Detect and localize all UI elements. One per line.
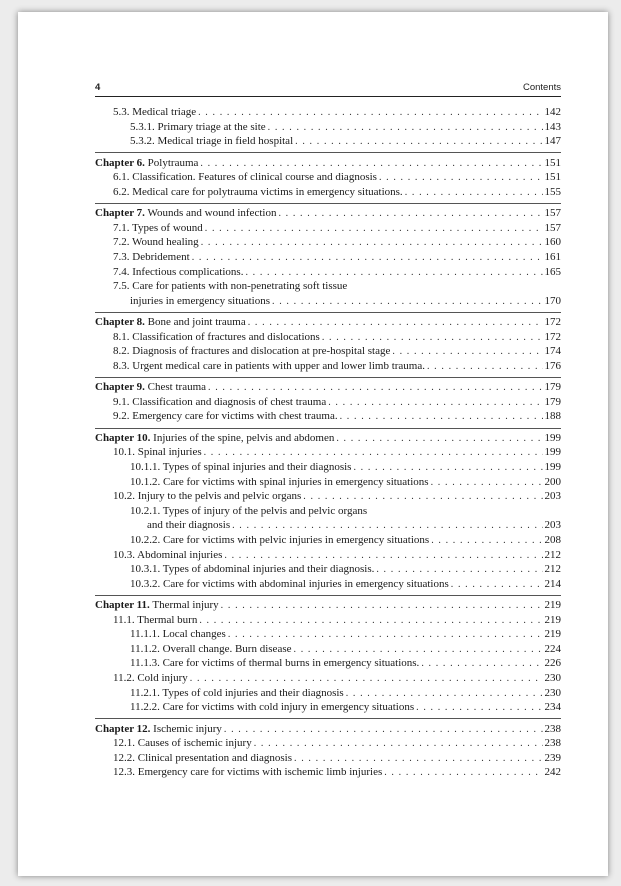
dot-leader <box>278 207 542 222</box>
toc-entry-label <box>130 134 293 149</box>
toc-entry <box>95 642 561 657</box>
entry-page-number: 157 <box>544 221 561 234</box>
entry-title: 9.2. Emergency care for victims with chest trauma. <box>113 410 338 423</box>
entry-title: 8.2. Diagnosis of fractures and dislocation at pre-hospital stage <box>113 345 391 358</box>
toc-entry-label <box>95 206 276 221</box>
entry-page-number: 199 <box>544 431 561 444</box>
toc-entry-label <box>130 294 270 309</box>
chapter-number: Chapter 12. <box>95 722 151 735</box>
toc-entry <box>95 250 561 265</box>
table-of-contents <box>95 105 561 780</box>
entry-page-number: 199 <box>544 446 561 459</box>
running-header <box>95 80 561 97</box>
entry-page-number: 179 <box>544 395 561 408</box>
dot-leader <box>245 266 542 281</box>
dot-leader <box>416 701 542 716</box>
dot-leader <box>346 687 543 702</box>
entry-page-number: 155 <box>544 185 561 198</box>
toc-entry <box>95 489 561 504</box>
toc-entry <box>95 504 561 519</box>
toc-entry <box>95 518 561 533</box>
entry-title: 7.5. Care for patients with non-penetrating soft tissue <box>113 280 348 293</box>
toc-entry <box>95 562 561 577</box>
toc-chapter-entry <box>95 722 561 737</box>
entry-page-number: 219 <box>544 599 561 612</box>
toc-entry-label <box>113 170 377 185</box>
entry-page-number: 234 <box>544 701 561 714</box>
dot-leader <box>294 643 543 658</box>
toc-entry-label <box>113 185 403 200</box>
toc-entry-label <box>95 315 246 330</box>
entry-page-number: 242 <box>544 766 561 779</box>
entry-title: Wounds and wound infection <box>147 207 277 220</box>
dot-leader <box>451 578 543 593</box>
entry-page-number: 224 <box>544 642 561 655</box>
dot-leader <box>232 519 542 534</box>
entry-title: 12.2. Clinical presentation and diagnosis <box>113 751 293 764</box>
toc-entry-label <box>130 577 449 592</box>
dot-leader <box>201 236 543 251</box>
toc-chapter-entry <box>95 156 561 171</box>
toc-entry-label <box>113 359 425 374</box>
entry-title: 8.3. Urgent medical care in patients with upper and lower limb trauma. <box>113 359 425 372</box>
chapter-number: Chapter 9. <box>95 381 145 394</box>
dot-leader <box>427 360 543 375</box>
dot-leader <box>421 657 542 672</box>
toc-entry-label <box>113 548 222 563</box>
toc-entry <box>95 359 561 374</box>
toc-entry-label <box>113 279 347 294</box>
toc-entry-label <box>113 671 188 686</box>
entry-title: and their diagnosis <box>147 519 231 532</box>
toc-entry <box>95 656 561 671</box>
entry-title: 10.3. Abdominal injuries <box>113 548 223 561</box>
toc-entry-label <box>130 627 226 642</box>
entry-title: 12.1. Causes of ischemic injury <box>113 737 252 750</box>
toc-entry <box>95 577 561 592</box>
toc-entry-label <box>130 562 374 577</box>
entry-title: 5.3.1. Primary triage at the site <box>130 120 266 133</box>
entry-page-number: 230 <box>544 672 561 685</box>
entry-page-number: 214 <box>544 577 561 590</box>
entry-page-number: 142 <box>544 106 561 118</box>
entry-title: 11.1.1. Local changes <box>130 628 226 641</box>
dot-leader <box>204 446 543 461</box>
entry-title: 10.2.1. Types of injury of the pelvis and pelvic organs <box>130 504 368 517</box>
entry-title: 11.2.1. Types of cold injuries and their diagnosis <box>130 686 344 699</box>
dot-leader <box>353 461 542 476</box>
entry-page-number: 160 <box>544 236 561 249</box>
toc-entry <box>95 120 561 135</box>
entry-title: Thermal injury <box>152 599 219 612</box>
entry-title: 7.3. Debridement <box>113 250 190 263</box>
toc-entry-label <box>130 475 429 490</box>
toc-entry <box>95 409 561 424</box>
toc-entry-label <box>113 265 243 280</box>
dot-leader <box>431 476 543 491</box>
toc-entry-label <box>130 533 429 548</box>
dot-leader <box>294 752 542 767</box>
toc-entry <box>95 445 561 460</box>
toc-entry <box>95 736 561 751</box>
entry-page-number: 170 <box>544 294 561 307</box>
section-divider <box>95 152 561 153</box>
entry-title: 11.1. Thermal burn <box>113 613 198 626</box>
toc-entry <box>95 613 561 628</box>
entry-page-number: 157 <box>544 207 561 220</box>
toc-entry-label <box>113 105 196 120</box>
entry-page-number: 208 <box>544 533 561 546</box>
section-divider <box>95 718 561 719</box>
toc-entry <box>95 134 561 149</box>
entry-page-number: 165 <box>544 265 561 278</box>
entry-title: 7.4. Infectious complications. <box>113 265 244 278</box>
entry-title: 10.2. Injury to the pelvis and pelvic organs <box>113 490 302 503</box>
dot-leader <box>198 106 542 121</box>
chapter-number: Chapter 11. <box>95 599 150 612</box>
toc-entry-label <box>95 598 219 613</box>
toc-chapter-entry <box>95 431 561 446</box>
dot-leader <box>190 672 543 687</box>
entry-title: Polytrauma <box>147 156 199 169</box>
toc-entry <box>95 279 561 294</box>
dot-leader <box>208 381 542 396</box>
entry-title: 11.2. Cold injury <box>113 672 188 685</box>
entry-title: 9.1. Classification and diagnosis of chest trauma <box>113 395 327 408</box>
dot-leader <box>272 295 542 310</box>
dot-leader <box>199 614 542 629</box>
toc-entry-label <box>113 765 382 780</box>
toc-entry-label <box>95 380 206 395</box>
entry-title: 10.1. Spinal injuries <box>113 446 202 459</box>
chapter-number: Chapter 10. <box>95 431 151 444</box>
toc-entry-label <box>113 445 202 460</box>
entry-page-number: 199 <box>544 460 561 473</box>
toc-entry-label <box>113 489 301 504</box>
toc-entry <box>95 294 561 309</box>
toc-entry-label <box>113 736 252 751</box>
toc-entry-label <box>113 250 190 265</box>
entry-page-number: 147 <box>544 135 561 148</box>
entry-title: injuries in emergency situations <box>130 294 271 307</box>
toc-entry-label <box>113 613 197 628</box>
toc-entry-label <box>95 156 198 171</box>
entry-title: Bone and joint trauma <box>147 316 246 329</box>
toc-entry <box>95 395 561 410</box>
toc-entry-label <box>130 642 292 657</box>
section-divider <box>95 377 561 378</box>
toc-entry <box>95 185 561 200</box>
entry-title: 11.1.2. Overall change. Burn disease <box>130 642 292 655</box>
dot-leader <box>340 410 543 425</box>
toc-entry-label <box>147 518 230 533</box>
page-number: 4 <box>95 82 101 93</box>
section-divider <box>95 595 561 596</box>
entry-title: 7.2. Wound healing <box>113 236 199 249</box>
toc-entry <box>95 627 561 642</box>
entry-title: Chest trauma <box>147 381 207 394</box>
toc-entry <box>95 475 561 490</box>
toc-entry-label <box>113 395 326 410</box>
entry-page-number: 174 <box>544 345 561 358</box>
entry-title: 10.3.2. Care for victims with abdominal injuries in emergency situations <box>130 577 449 590</box>
entry-page-number: 151 <box>544 156 561 169</box>
entry-page-number: 219 <box>544 628 561 641</box>
toc-entry <box>95 235 561 250</box>
toc-entry-label <box>95 431 334 446</box>
entry-title: 12.3. Emergency care for victims with ischemic limb injuries <box>113 766 383 779</box>
toc-entry <box>95 344 561 359</box>
toc-entry-label <box>130 120 266 135</box>
entry-page-number: 212 <box>544 563 561 576</box>
entry-title: 5.3.2. Medical triage in field hospital <box>130 135 294 148</box>
toc-entry <box>95 265 561 280</box>
toc-entry-label <box>130 686 344 701</box>
entry-page-number: 238 <box>544 722 561 735</box>
toc-entry <box>95 548 561 563</box>
toc-entry-label <box>113 344 390 359</box>
entry-page-number: 161 <box>544 250 561 263</box>
entry-page-number: 203 <box>544 490 561 503</box>
dot-leader <box>224 723 543 738</box>
entry-title: 10.3.1. Types of abdominal injuries and their diagnosis. <box>130 563 375 576</box>
dot-leader <box>322 331 543 346</box>
entry-title: 11.2.2. Care for victims with cold injury in emergency situations <box>130 701 415 714</box>
toc-entry <box>95 105 561 120</box>
entry-page-number: 230 <box>544 686 561 699</box>
entry-page-number: 179 <box>544 381 561 394</box>
dot-leader <box>248 316 543 331</box>
toc-entry <box>95 751 561 766</box>
toc-chapter-entry <box>95 380 561 395</box>
dot-leader <box>392 345 542 360</box>
toc-entry-label <box>95 722 222 737</box>
toc-entry-label <box>130 700 414 715</box>
toc-entry <box>95 221 561 236</box>
dot-leader <box>221 599 543 614</box>
entry-title: 6.2. Medical care for polytrauma victims in emergency situations. <box>113 185 403 198</box>
chapter-number: Chapter 6. <box>95 156 145 169</box>
entry-title: 10.1.2. Care for victims with spinal injuries in emergency situations <box>130 475 429 488</box>
section-divider <box>95 312 561 313</box>
chapter-number: Chapter 8. <box>95 316 145 329</box>
toc-entry <box>95 686 561 701</box>
entry-page-number: 212 <box>544 548 561 561</box>
entry-page-number: 239 <box>544 751 561 764</box>
entry-title: 8.1. Classification of fractures and dislocations <box>113 330 320 343</box>
toc-entry <box>95 700 561 715</box>
toc-entry-label <box>113 330 320 345</box>
entry-title: 7.1. Types of wound <box>113 221 203 234</box>
dot-leader <box>224 549 542 564</box>
entry-page-number: 238 <box>544 737 561 750</box>
entry-page-number: 219 <box>544 613 561 626</box>
toc-chapter-entry <box>95 598 561 613</box>
dot-leader <box>384 766 542 781</box>
dot-leader <box>228 628 543 643</box>
entry-page-number: 151 <box>544 171 561 184</box>
entry-page-number: 200 <box>544 475 561 488</box>
entry-page-number: 143 <box>544 120 561 133</box>
toc-entry-label <box>113 235 199 250</box>
dot-leader <box>268 121 543 136</box>
section-divider <box>95 428 561 429</box>
dot-leader <box>192 251 543 266</box>
entry-title: Ischemic injury <box>153 722 222 735</box>
entry-page-number: 176 <box>544 359 561 372</box>
dot-leader <box>328 396 542 411</box>
toc-entry-label <box>130 656 419 671</box>
entry-title: 10.2.2. Care for victims with pelvic injuries in emergency situations <box>130 533 430 546</box>
dot-leader <box>200 157 542 172</box>
entry-title: Injuries of the spine, pelvis and abdomen <box>153 431 335 444</box>
toc-entry <box>95 765 561 780</box>
chapter-number: Chapter 7. <box>95 207 145 220</box>
toc-chapter-entry <box>95 315 561 330</box>
dot-leader <box>205 222 543 237</box>
dot-leader <box>295 135 542 150</box>
toc-entry-label <box>130 504 367 519</box>
entry-page-number: 172 <box>544 316 561 329</box>
document-page <box>18 12 608 876</box>
toc-entry <box>95 533 561 548</box>
entry-page-number: 172 <box>544 330 561 343</box>
running-title: Contents <box>522 82 561 93</box>
dot-leader <box>254 737 543 752</box>
entry-page-number: 203 <box>544 519 561 532</box>
entry-title: 6.1. Classification. Features of clinical course and diagnosis <box>113 171 377 184</box>
toc-entry-label <box>113 409 338 424</box>
toc-entry-label <box>130 460 351 475</box>
entry-page-number: 226 <box>544 657 561 670</box>
toc-entry <box>95 330 561 345</box>
dot-leader <box>303 490 542 505</box>
dot-leader <box>376 563 542 578</box>
dot-leader <box>379 171 543 186</box>
toc-entry <box>95 671 561 686</box>
entry-title: 10.1.1. Types of spinal injuries and their diagnosis <box>130 460 352 473</box>
toc-entry-label <box>113 751 292 766</box>
dot-leader <box>431 534 542 549</box>
entry-page-number: 188 <box>544 410 561 423</box>
entry-title: 11.1.3. Care for victims of thermal burns in emergency situations. <box>130 657 420 670</box>
toc-entry-label <box>113 221 203 236</box>
toc-entry <box>95 170 561 185</box>
dot-leader <box>405 186 543 201</box>
dot-leader <box>336 432 542 447</box>
toc-chapter-entry <box>95 206 561 221</box>
section-divider <box>95 203 561 204</box>
entry-title: 5.3. Medical triage <box>113 106 197 118</box>
toc-entry <box>95 460 561 475</box>
